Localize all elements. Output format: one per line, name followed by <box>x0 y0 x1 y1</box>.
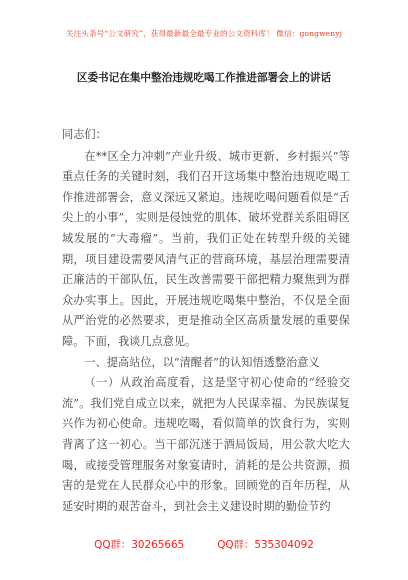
header-promo-note: 关注头条号“公文研究”，获得最新最全最专业的公文资料库！ 微信：gongwenyj <box>65 29 343 38</box>
document-title: 区委书记在集中整治违规吃喝工作推进部署会上的讲话 <box>76 72 332 84</box>
paragraph-intro: 在**区全力冲刺“产业升级、城市更新、乡村振兴”等重点任务的关键时刻，我们召开这场集中整治违规吃喝工作推进部署会，意义深远又紧迫。违规吃喝问题看似是“舌尖上的小事”，实则是侵蚀党的肌体、破坏党群关系阻碍区域发展的“大毒瘤”。当前，我们正处在转型升级的关键期，项目建设需要风清气正的营商环境，基层治理需要清正廉洁的干部队伍，民生改善需要干部把精力聚焦到为群众办实事上。因此，开展违规吃喝集中整治，不仅是全面从严治党的必然要求，更是推动全区高质量发展的重要保障。下面，我谈几点意见。 <box>62 149 350 348</box>
section-heading-1: 一、提高站位，以“清醒者”的认知悟透整治意义 <box>84 355 320 369</box>
paragraph-1-1: （一）从政治高度看，这是坚守初心使命的“经验交流”。我们党自成立以来，就把为人民谋幸福、为民族谋复兴作为初心使命。违规吃喝，看似简单的饮食行为，实则背离了这一初心。当干部沉迷于酒局饭局，用公款大吃大喝，或接受管理服务对象宴请时，消耗的是公共资源，损害的是党在人民群众心中的形象。回顾党的百年历程，从延安时期的艰苦奋斗，到社会主义建设时期的勤俭节约 <box>62 376 350 513</box>
document-body <box>62 125 350 517</box>
salutation: 同志们： <box>62 128 107 141</box>
footer-qq-groups: QQ群：30265665 QQ群：535304092 <box>94 539 314 551</box>
